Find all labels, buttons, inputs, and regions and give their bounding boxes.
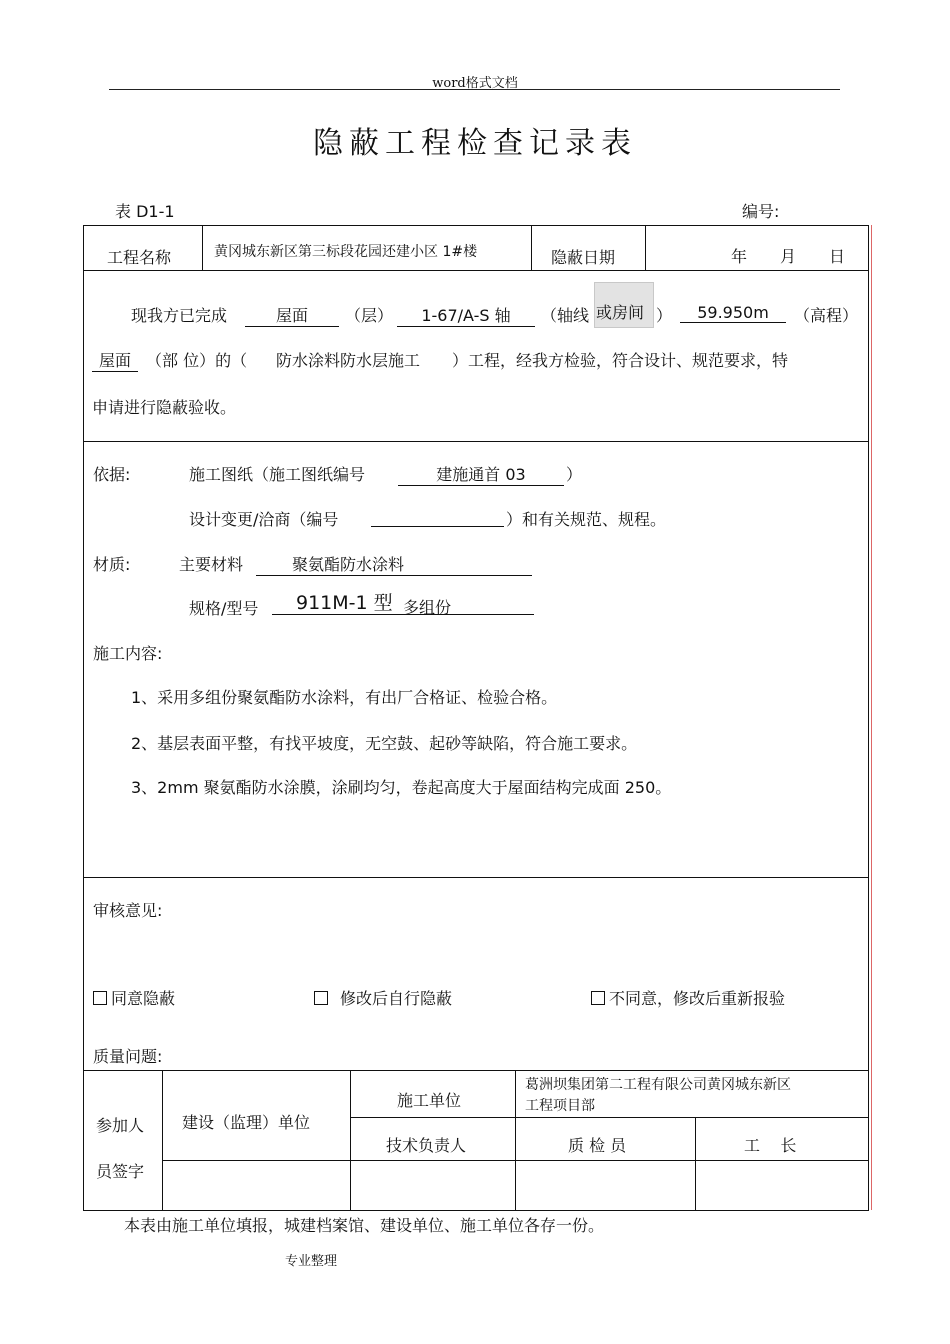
option-agree[interactable] bbox=[93, 986, 175, 1009]
change-label: 设计变更/洽商（编号 bbox=[189, 510, 339, 529]
axis-value: 1-67/A-S 轴 bbox=[397, 303, 535, 327]
statement-intro: 现我方已完成 bbox=[131, 306, 228, 325]
checkbox-reject[interactable] bbox=[591, 991, 605, 1005]
project-name-label: 工程名称 bbox=[107, 248, 172, 267]
option-modify-self[interactable] bbox=[314, 986, 452, 1009]
option-reject[interactable] bbox=[591, 986, 785, 1009]
drawings-close: ） bbox=[566, 465, 583, 484]
date-day: 日 bbox=[829, 247, 846, 266]
spec-extra: 多组份 bbox=[403, 598, 452, 617]
sign-div-c bbox=[515, 1070, 516, 1210]
material-label: 材质: bbox=[93, 555, 131, 574]
table-border-bottom bbox=[83, 1210, 869, 1211]
sign-div-b bbox=[350, 1070, 351, 1210]
axis-label-b: 或房间 bbox=[594, 282, 654, 328]
drawings-value: 建施通首 03 bbox=[398, 462, 564, 486]
row1-div2 bbox=[531, 225, 532, 270]
content-item-3: 3、2mm 聚氨酯防水涂膜，涂刷均匀，卷起高度大于屋面结构完成面 250。 bbox=[131, 778, 672, 797]
change-close: ）和有关规范、规程。 bbox=[506, 510, 667, 529]
checkbox-modify-self[interactable] bbox=[314, 991, 328, 1005]
table-border-top bbox=[83, 225, 869, 226]
quality-label: 质量问题: bbox=[93, 1047, 163, 1066]
statement-line3: 申请进行隐蔽验收。 bbox=[92, 398, 237, 417]
content-label: 施工内容: bbox=[93, 644, 163, 663]
header-rule bbox=[109, 89, 840, 90]
tech-lead-label: 技术负责人 bbox=[386, 1136, 467, 1155]
checkbox-agree[interactable] bbox=[93, 991, 107, 1005]
drawings-label: 施工图纸（施工图纸编号 bbox=[189, 465, 366, 484]
project-name-value: 黄冈城东新区第三标段花园还建小区 1#楼 bbox=[214, 244, 478, 260]
floor-value: 屋面 bbox=[245, 303, 339, 327]
owner-unit-label: 建设（监理）单位 bbox=[182, 1113, 311, 1132]
option-modify-self-label: 修改后自行隐蔽 bbox=[340, 989, 453, 1008]
date-year: 年 bbox=[731, 247, 748, 266]
main-material-text: 聚氨酯防水涂料 bbox=[292, 555, 405, 574]
content-item-2: 2、基层表面平整，有找平坡度，无空鼓、起砂等缺陷，符合施工要求。 bbox=[131, 734, 638, 753]
part-label: （部 位）的（ bbox=[146, 351, 248, 370]
row1-div1 bbox=[202, 225, 203, 270]
axis-label-c: ） bbox=[656, 306, 673, 325]
main-material-value bbox=[256, 552, 532, 576]
sign-top bbox=[83, 1070, 869, 1071]
basis-label: 依据: bbox=[93, 465, 131, 484]
table-border-left bbox=[83, 225, 84, 1210]
spec-value: 911M-1 型 bbox=[296, 592, 393, 614]
table-border-right-accent bbox=[871, 225, 872, 1210]
sign-div-d bbox=[695, 1117, 696, 1210]
builder-unit-name-a: 葛洲坝集团第二工程有限公司黄冈城东新区 bbox=[525, 1077, 791, 1093]
change-value bbox=[371, 507, 504, 527]
option-agree-label: 同意隐蔽 bbox=[111, 989, 176, 1008]
builder-unit-label: 施工单位 bbox=[397, 1091, 462, 1110]
sign-low bbox=[162, 1160, 868, 1161]
content-bottom bbox=[83, 877, 869, 878]
inspector-label: 质 检 员 bbox=[568, 1136, 627, 1155]
content-item-1: 1、采用多组份聚氨酯防水涂料，有出厂合格证、检验合格。 bbox=[131, 688, 558, 707]
table-border-right bbox=[868, 225, 869, 1210]
row1-bottom bbox=[83, 270, 869, 271]
row1-div3 bbox=[645, 225, 646, 270]
participants-a: 参加人 bbox=[96, 1116, 145, 1135]
page-title: 隐蔽工程检查记录表 bbox=[313, 126, 637, 161]
elevation-label: （高程） bbox=[794, 306, 859, 325]
sign-div-a bbox=[162, 1070, 163, 1210]
statement-line2-rest: ）工程，经我方检验，符合设计、规范要求，特 bbox=[452, 351, 789, 370]
page-header: word格式文档 bbox=[432, 76, 518, 91]
participants-b: 员签字 bbox=[96, 1162, 145, 1181]
builder-unit-name-b: 工程项目部 bbox=[525, 1098, 595, 1114]
work-value: 防水涂料防水层施工 bbox=[276, 351, 421, 370]
option-reject-label: 不同意，修改后重新报验 bbox=[609, 989, 786, 1008]
statement-bottom bbox=[83, 441, 869, 442]
hidden-date-label: 隐蔽日期 bbox=[551, 248, 616, 267]
axis-label-a: （轴线 bbox=[541, 306, 590, 325]
foreman-label: 工 长 bbox=[744, 1136, 797, 1155]
review-label: 审核意见: bbox=[93, 901, 163, 920]
floor-label: （层） bbox=[345, 306, 394, 325]
footnote: 本表由施工单位填报，城建档案馆、建设单位、施工单位各存一份。 bbox=[124, 1216, 605, 1235]
main-material-label: 主要材料 bbox=[179, 555, 244, 574]
sign-mid bbox=[350, 1117, 868, 1118]
spec-label: 规格/型号 bbox=[189, 599, 259, 618]
date-month: 月 bbox=[780, 247, 797, 266]
number-label: 编号: bbox=[742, 202, 780, 221]
form-code: 表 D1-1 bbox=[115, 202, 175, 221]
part-value: 屋面 bbox=[92, 348, 138, 372]
elevation-value: 59.950m bbox=[680, 303, 786, 323]
page-footer: 专业整理 bbox=[285, 1254, 338, 1269]
